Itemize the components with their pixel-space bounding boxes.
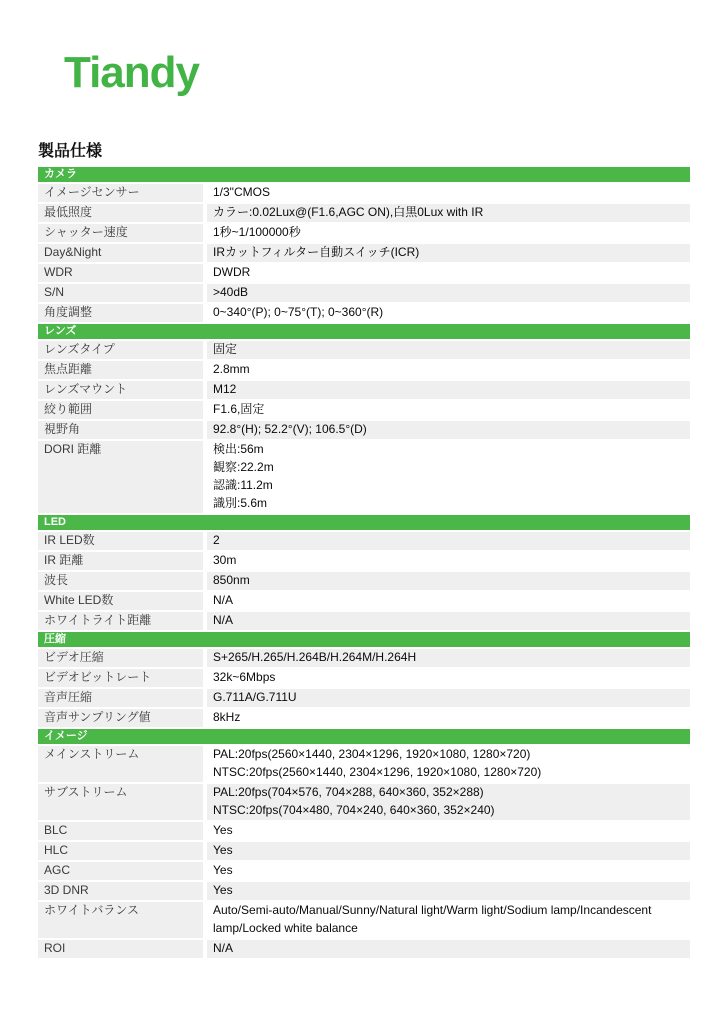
row-label: IR LED数 (38, 532, 203, 550)
row-label: 3D DNR (38, 882, 203, 900)
spec-row (38, 401, 690, 419)
row-label: 視野角 (38, 421, 203, 439)
row-label: AGC (38, 862, 203, 880)
value-line: 1/3"CMOS (213, 185, 270, 199)
spec-row (38, 532, 690, 550)
value-line: IRカットフィルター自動スイッチ(ICR) (213, 245, 420, 259)
row-value (207, 441, 690, 513)
spec-row (38, 612, 690, 630)
spec-row (38, 244, 690, 262)
spec-row (38, 184, 690, 202)
row-value (207, 862, 690, 880)
spec-row (38, 264, 690, 282)
value-line: Yes (213, 863, 233, 877)
value-line: DWDR (213, 265, 251, 279)
value-line: 識別:5.6m (213, 496, 268, 510)
row-value (207, 822, 690, 840)
row-value (207, 421, 690, 439)
value-line: F1.6,固定 (213, 402, 265, 416)
value-line: PAL:20fps(2560×1440, 2304×1296, 1920×1080, 1280×720) (213, 747, 531, 761)
row-label: DORI 距離 (38, 441, 203, 513)
value-line: N/A (213, 613, 234, 627)
spec-row (38, 689, 690, 707)
brand-logo: Tiandy (64, 48, 200, 97)
value-line: Yes (213, 843, 233, 857)
row-label: ホワイトバランス (38, 902, 203, 938)
section-header: レンズ (38, 324, 690, 339)
row-label: ビデオビットレート (38, 669, 203, 687)
value-line: 2 (213, 533, 220, 547)
spec-row (38, 784, 690, 820)
row-value (207, 552, 690, 570)
row-value (207, 341, 690, 359)
spec-row (38, 822, 690, 840)
spec-row (38, 902, 690, 938)
value-line: NTSC:20fps(704×480, 704×240, 640×360, 352×240) (213, 803, 495, 817)
row-label: 音声サンプリング値 (38, 709, 203, 727)
row-label: ROI (38, 940, 203, 958)
row-value (207, 842, 690, 860)
spec-row (38, 341, 690, 359)
row-label: 音声圧縮 (38, 689, 203, 707)
spec-row (38, 862, 690, 880)
spec-row (38, 381, 690, 399)
row-value (207, 532, 690, 550)
row-value (207, 612, 690, 630)
row-value (207, 940, 690, 958)
row-value (207, 224, 690, 242)
spec-row (38, 552, 690, 570)
spec-row (38, 224, 690, 242)
value-line: Yes (213, 883, 233, 897)
row-label: 最低照度 (38, 204, 203, 222)
row-label: 角度調整 (38, 304, 203, 322)
row-value (207, 204, 690, 222)
value-line: NTSC:20fps(2560×1440, 2304×1296, 1920×1080, 1280×720) (213, 765, 542, 779)
row-value (207, 284, 690, 302)
row-label: 焦点距離 (38, 361, 203, 379)
row-label: 絞り範囲 (38, 401, 203, 419)
section-header: LED (38, 515, 690, 530)
row-value (207, 592, 690, 610)
spec-row (38, 746, 690, 782)
page-title: 製品仕様 (38, 143, 103, 160)
value-line: カラー:0.02Lux@(F1.6,AGC ON),白黒0Lux with IR (213, 205, 484, 219)
row-value (207, 401, 690, 419)
value-line: N/A (213, 593, 234, 607)
row-value (207, 184, 690, 202)
row-value (207, 746, 690, 782)
spec-row (38, 669, 690, 687)
value-line: 92.8°(H); 52.2°(V); 106.5°(D) (213, 422, 367, 436)
row-value (207, 361, 690, 379)
value-line: M12 (213, 382, 237, 396)
spec-row (38, 940, 690, 958)
spec-row (38, 649, 690, 667)
value-line: 0~340°(P); 0~75°(T); 0~360°(R) (213, 305, 384, 319)
row-value (207, 264, 690, 282)
spec-row (38, 284, 690, 302)
row-label: White LED数 (38, 592, 203, 610)
row-value (207, 669, 690, 687)
spec-row (38, 842, 690, 860)
spec-row (38, 572, 690, 590)
value-line: Auto/Semi-auto/Manual/Sunny/Natural light/Warm light/Sodium lamp/Incandescent (213, 903, 652, 917)
row-label: レンズタイプ (38, 341, 203, 359)
row-label: S/N (38, 284, 203, 302)
value-line: 固定 (213, 342, 238, 356)
value-line: 観察:22.2m (213, 460, 274, 474)
row-value (207, 689, 690, 707)
value-line: lamp/Locked white balance (213, 921, 358, 935)
section-header: イメージ (38, 729, 690, 744)
spec-row (38, 361, 690, 379)
value-line: Yes (213, 823, 233, 837)
value-line: PAL:20fps(704×576, 704×288, 640×360, 352×288) (213, 785, 484, 799)
value-line: N/A (213, 941, 234, 955)
spec-row (38, 592, 690, 610)
row-label: BLC (38, 822, 203, 840)
row-value (207, 649, 690, 667)
row-label: レンズマウント (38, 381, 203, 399)
value-line: 1秒~1/100000秒 (213, 225, 301, 239)
row-label: ホワイトライト距離 (38, 612, 203, 630)
row-value (207, 902, 690, 938)
spec-row (38, 304, 690, 322)
spec-row (38, 441, 690, 513)
spec-row (38, 882, 690, 900)
row-value (207, 244, 690, 262)
value-line: 32k~6Mbps (213, 670, 276, 684)
value-line: 検出:56m (213, 442, 264, 456)
section-header: 圧縮 (38, 632, 690, 647)
spec-row (38, 421, 690, 439)
spec-table (38, 167, 690, 960)
row-label: 波長 (38, 572, 203, 590)
row-value (207, 709, 690, 727)
row-label: HLC (38, 842, 203, 860)
row-label: Day&Night (38, 244, 203, 262)
value-line: 8kHz (213, 710, 241, 724)
row-label: サブストリーム (38, 784, 203, 820)
row-label: メインストリーム (38, 746, 203, 782)
row-value (207, 882, 690, 900)
row-label: IR 距離 (38, 552, 203, 570)
value-line: >40dB (213, 285, 249, 299)
spec-row (38, 709, 690, 727)
row-value (207, 784, 690, 820)
value-line: S+265/H.265/H.264B/H.264M/H.264H (213, 650, 417, 664)
row-value (207, 304, 690, 322)
value-line: 認識:11.2m (213, 478, 273, 492)
value-line: 850nm (213, 573, 250, 587)
row-label: ビデオ圧縮 (38, 649, 203, 667)
value-line: 30m (213, 553, 237, 567)
row-label: WDR (38, 264, 203, 282)
section-header: カメラ (38, 167, 690, 182)
row-label: シャッター速度 (38, 224, 203, 242)
spec-row (38, 204, 690, 222)
row-value (207, 572, 690, 590)
value-line: G.711A/G.711U (213, 690, 297, 704)
value-line: 2.8mm (213, 362, 250, 376)
row-value (207, 381, 690, 399)
row-label: イメージセンサー (38, 184, 203, 202)
